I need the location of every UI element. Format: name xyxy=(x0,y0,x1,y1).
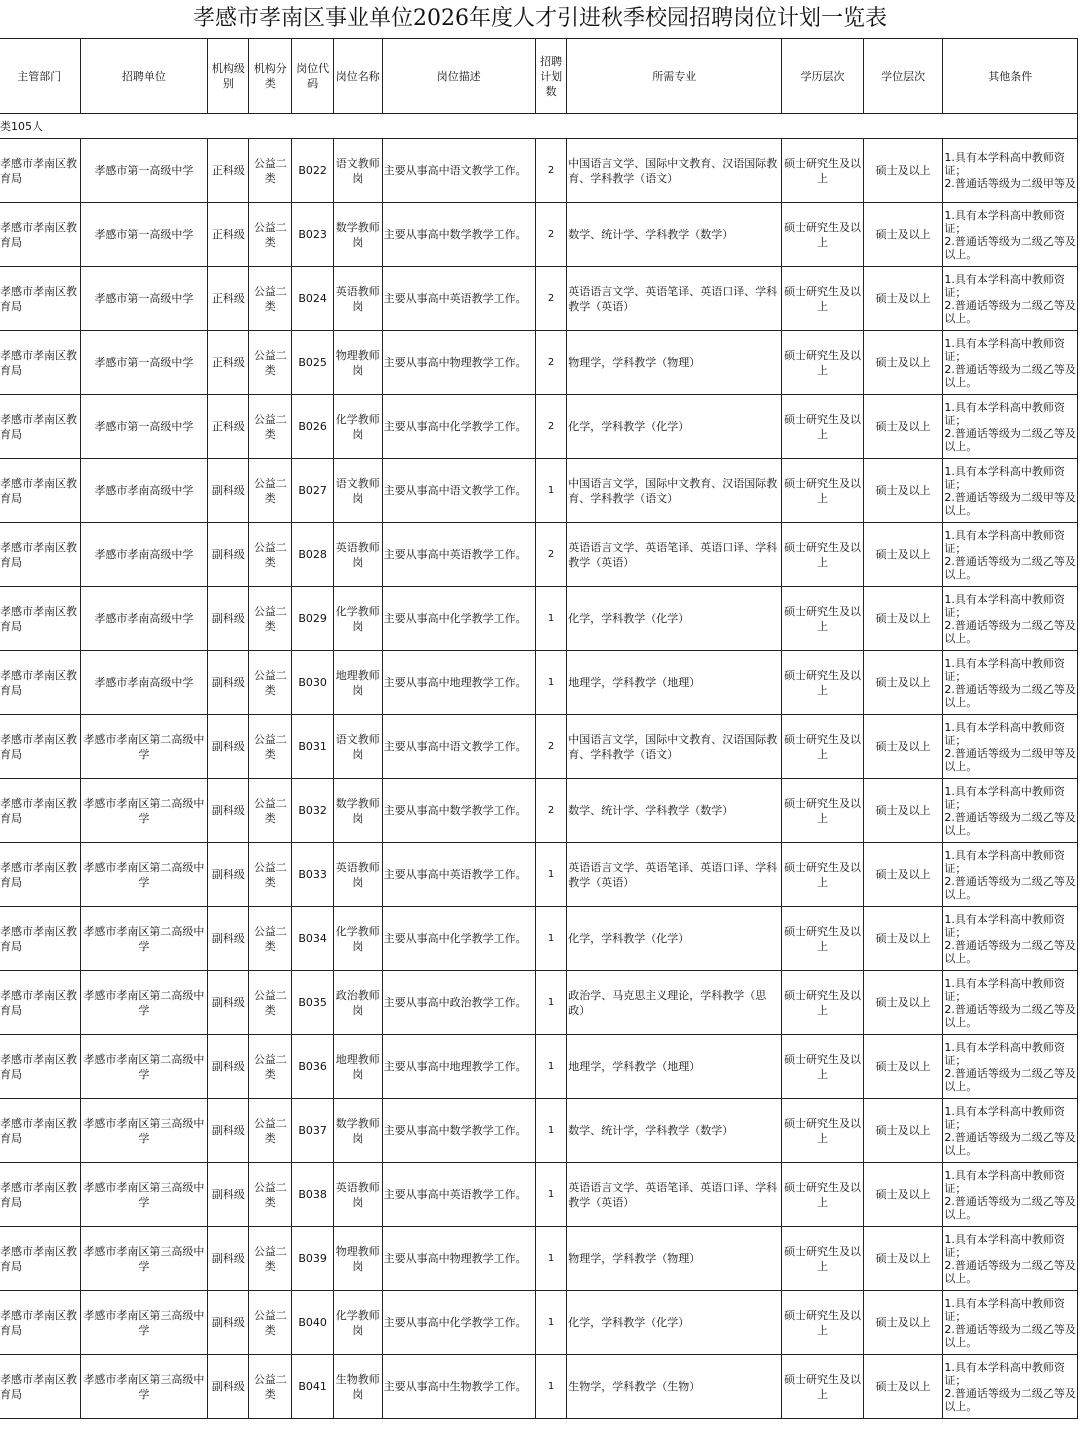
cell-edu: 硕士研究生及以上 xyxy=(782,779,864,843)
cell-post: 数学教师岗 xyxy=(333,203,382,267)
cell-degree: 硕士及以上 xyxy=(863,1035,943,1099)
cell-edu: 硕士研究生及以上 xyxy=(782,971,864,1035)
recruitment-table xyxy=(0,38,1078,1419)
cell-post: 数学教师岗 xyxy=(333,1099,382,1163)
cell-major: 英语语言文学、英语笔译、英语口译、学科教学（英语） xyxy=(567,523,782,587)
cell-degree: 硕士及以上 xyxy=(863,907,943,971)
cell-num: 1 xyxy=(535,1163,566,1227)
cell-dept: 孝感市孝南区教育局 xyxy=(0,971,80,1035)
table-row xyxy=(0,1035,1078,1099)
cell-major: 中国语言文学、国际中文教育、汉语国际教育、学科教学（语文） xyxy=(567,139,782,203)
header-post: 岗位名称 xyxy=(333,39,382,114)
cell-major: 英语语言文学、英语笔译、英语口译、学科教学（英语） xyxy=(567,1163,782,1227)
cell-level: 副科级 xyxy=(208,587,249,651)
cell-degree: 硕士及以上 xyxy=(863,1355,943,1419)
cell-unit: 孝感市孝南高级中学 xyxy=(80,459,208,523)
cell-desc: 主要从事高中化学教学工作。 xyxy=(382,907,535,971)
cell-class: 公益二类 xyxy=(249,1227,292,1291)
cell-dept: 孝感市孝南区教育局 xyxy=(0,1035,80,1099)
cell-major: 政治学、马克思主义理论，学科教学（思政） xyxy=(567,971,782,1035)
cell-major: 数学、统计学、学科教学（数学） xyxy=(567,203,782,267)
cell-cond: 1.具有本学科高中教师资 证； 2.普通话等级为二级乙等及 以上。 xyxy=(943,1227,1078,1291)
cell-degree: 硕士及以上 xyxy=(863,1099,943,1163)
cell-class: 公益二类 xyxy=(249,395,292,459)
cell-class: 公益二类 xyxy=(249,971,292,1035)
cell-post: 英语教师岗 xyxy=(333,523,382,587)
cell-dept: 孝感市孝南区教育局 xyxy=(0,587,80,651)
cell-cond: 1.具有本学科高中教师资 证； 2.普通话等级为二级乙等及 以上。 xyxy=(943,331,1078,395)
cell-post: 物理教师岗 xyxy=(333,1227,382,1291)
cell-unit: 孝感市第一高级中学 xyxy=(80,267,208,331)
cell-desc: 主要从事高中化学教学工作。 xyxy=(382,587,535,651)
cell-level: 正科级 xyxy=(208,139,249,203)
cell-cond: 1.具有本学科高中教师资 证； 2.普通话等级为二级乙等及 以上。 xyxy=(943,203,1078,267)
cell-unit: 孝感市孝南区第三高级中学 xyxy=(80,1099,208,1163)
cell-unit: 孝感市第一高级中学 xyxy=(80,139,208,203)
cell-code: B035 xyxy=(292,971,334,1035)
cell-code: B030 xyxy=(292,651,334,715)
header-degree: 学位层次 xyxy=(863,39,943,114)
cell-post: 化学教师岗 xyxy=(333,395,382,459)
header-row xyxy=(0,39,1078,114)
cell-unit: 孝感市第一高级中学 xyxy=(80,203,208,267)
cell-num: 2 xyxy=(535,395,566,459)
cell-code: B039 xyxy=(292,1227,334,1291)
cell-major: 英语语言文学、英语笔译、英语口译、学科教学（英语） xyxy=(567,843,782,907)
cell-edu: 硕士研究生及以上 xyxy=(782,843,864,907)
cell-dept: 孝感市孝南区教育局 xyxy=(0,523,80,587)
cell-edu: 硕士研究生及以上 xyxy=(782,267,864,331)
cell-num: 1 xyxy=(535,1035,566,1099)
cell-desc: 主要从事高中数学教学工作。 xyxy=(382,203,535,267)
cell-class: 公益二类 xyxy=(249,843,292,907)
cell-cond: 1.具有本学科高中教师资 证； 2.普通话等级为二级乙等及 以上。 xyxy=(943,779,1078,843)
cell-cond: 1.具有本学科高中教师资 证； 2.普通话等级为二级乙等及 以上。 xyxy=(943,1099,1078,1163)
cell-unit: 孝感市孝南区第三高级中学 xyxy=(80,1355,208,1419)
cell-desc: 主要从事高中数学教学工作。 xyxy=(382,779,535,843)
cell-level: 副科级 xyxy=(208,523,249,587)
header-level: 机构级别 xyxy=(208,39,249,114)
cell-major: 数学、统计学、学科教学（数学） xyxy=(567,779,782,843)
cell-cond: 1.具有本学科高中教师资 证； 2.普通话等级为二级乙等及 以上。 xyxy=(943,267,1078,331)
cell-class: 公益二类 xyxy=(249,331,292,395)
table-row xyxy=(0,587,1078,651)
cell-edu: 硕士研究生及以上 xyxy=(782,715,864,779)
cell-cond: 1.具有本学科高中教师资 证； 2.普通话等级为二级乙等及 以上。 xyxy=(943,1035,1078,1099)
cell-edu: 硕士研究生及以上 xyxy=(782,331,864,395)
cell-dept: 孝感市孝南区教育局 xyxy=(0,267,80,331)
cell-desc: 主要从事高中地理教学工作。 xyxy=(382,1035,535,1099)
cell-num: 1 xyxy=(535,907,566,971)
cell-cond: 1.具有本学科高中教师资 证； 2.普通话等级为二级甲等及 以上。 xyxy=(943,459,1078,523)
cell-degree: 硕士及以上 xyxy=(863,587,943,651)
cell-class: 公益二类 xyxy=(249,139,292,203)
cell-degree: 硕士及以上 xyxy=(863,1227,943,1291)
document-title: 孝感市孝南区事业单位2026年度人才引进秋季校园招聘岗位计划一览表 xyxy=(193,6,887,31)
cell-level: 副科级 xyxy=(208,1355,249,1419)
cell-desc: 主要从事高中化学教学工作。 xyxy=(382,1291,535,1355)
cell-level: 正科级 xyxy=(208,203,249,267)
cell-cond: 1.具有本学科高中教师资 证； 2.普通话等级为二级甲等及 以上。 xyxy=(943,715,1078,779)
table-row xyxy=(0,715,1078,779)
cell-unit: 孝感市孝南区第二高级中学 xyxy=(80,843,208,907)
cell-unit: 孝感市第一高级中学 xyxy=(80,331,208,395)
table-row xyxy=(0,907,1078,971)
table-row xyxy=(0,651,1078,715)
header-unit: 招聘单位 xyxy=(80,39,208,114)
cell-edu: 硕士研究生及以上 xyxy=(782,587,864,651)
cell-desc: 主要从事高中物理教学工作。 xyxy=(382,1227,535,1291)
cell-cond: 1.具有本学科高中教师资 证； 2.普通话等级为二级甲等及 xyxy=(943,139,1078,203)
cell-degree: 硕士及以上 xyxy=(863,139,943,203)
cell-unit: 孝感市孝南区第二高级中学 xyxy=(80,971,208,1035)
cell-cond: 1.具有本学科高中教师资 证； 2.普通话等级为二级乙等及 以上。 xyxy=(943,1355,1078,1419)
cell-class: 公益二类 xyxy=(249,715,292,779)
cell-num: 2 xyxy=(535,779,566,843)
cell-major: 化学，学科教学（化学） xyxy=(567,1291,782,1355)
cell-desc: 主要从事高中语文教学工作。 xyxy=(382,459,535,523)
cell-major: 化学，学科教学（化学） xyxy=(567,907,782,971)
cell-code: B028 xyxy=(292,523,334,587)
cell-degree: 硕士及以上 xyxy=(863,971,943,1035)
header-dept: 主管部门 xyxy=(0,39,80,114)
cell-desc: 主要从事高中英语教学工作。 xyxy=(382,1163,535,1227)
cell-class: 公益二类 xyxy=(249,203,292,267)
table-row xyxy=(0,843,1078,907)
cell-code: B023 xyxy=(292,203,334,267)
cell-desc: 主要从事高中数学教学工作。 xyxy=(382,1099,535,1163)
cell-num: 2 xyxy=(535,139,566,203)
header-edu: 学历层次 xyxy=(782,39,864,114)
cell-desc: 主要从事高中语文教学工作。 xyxy=(382,715,535,779)
cell-num: 1 xyxy=(535,587,566,651)
cell-major: 地理学，学科教学（地理） xyxy=(567,1035,782,1099)
table-row xyxy=(0,139,1078,203)
cell-major: 中国语言文学，国际中文教育、汉语国际教育、学科教学（语文） xyxy=(567,459,782,523)
cell-edu: 硕士研究生及以上 xyxy=(782,203,864,267)
cell-unit: 孝感市第一高级中学 xyxy=(80,395,208,459)
cell-dept: 孝感市孝南区教育局 xyxy=(0,843,80,907)
cell-edu: 硕士研究生及以上 xyxy=(782,395,864,459)
cell-unit: 孝感市孝南区第二高级中学 xyxy=(80,779,208,843)
table-row xyxy=(0,971,1078,1035)
cell-num: 2 xyxy=(535,331,566,395)
cell-cond: 1.具有本学科高中教师资 证； 2.普通话等级为二级乙等及 以上。 xyxy=(943,523,1078,587)
cell-desc: 主要从事高中化学教学工作。 xyxy=(382,395,535,459)
cell-edu: 硕士研究生及以上 xyxy=(782,459,864,523)
cell-cond: 1.具有本学科高中教师资 证； 2.普通话等级为二级乙等及 以上。 xyxy=(943,651,1078,715)
cell-level: 副科级 xyxy=(208,971,249,1035)
cell-unit: 孝感市孝南区第二高级中学 xyxy=(80,715,208,779)
cell-class: 公益二类 xyxy=(249,587,292,651)
cell-dept: 孝感市孝南区教育局 xyxy=(0,1227,80,1291)
cell-level: 副科级 xyxy=(208,1099,249,1163)
cell-cond: 1.具有本学科高中教师资 证； 2.普通话等级为二级乙等及 以上。 xyxy=(943,1163,1078,1227)
cell-code: B041 xyxy=(292,1355,334,1419)
cell-dept: 孝感市孝南区教育局 xyxy=(0,203,80,267)
cell-code: B027 xyxy=(292,459,334,523)
cell-code: B029 xyxy=(292,587,334,651)
header-class: 机构分类 xyxy=(249,39,292,114)
cell-dept: 孝感市孝南区教育局 xyxy=(0,395,80,459)
cell-post: 语文教师岗 xyxy=(333,715,382,779)
cell-num: 1 xyxy=(535,843,566,907)
cell-desc: 主要从事高中物理教学工作。 xyxy=(382,331,535,395)
cell-num: 1 xyxy=(535,971,566,1035)
table-row xyxy=(0,1355,1078,1419)
cell-num: 2 xyxy=(535,203,566,267)
cell-num: 1 xyxy=(535,1291,566,1355)
table-row xyxy=(0,779,1078,843)
cell-degree: 硕士及以上 xyxy=(863,523,943,587)
header-code: 岗位代码 xyxy=(292,39,334,114)
cell-desc: 主要从事高中英语教学工作。 xyxy=(382,523,535,587)
cell-class: 公益二类 xyxy=(249,779,292,843)
cell-major: 中国语言文学，国际中文教育、汉语国际教育、学科教学（语文） xyxy=(567,715,782,779)
cell-post: 数学教师岗 xyxy=(333,779,382,843)
cell-edu: 硕士研究生及以上 xyxy=(782,523,864,587)
cell-desc: 主要从事高中生物教学工作。 xyxy=(382,1355,535,1419)
cell-edu: 硕士研究生及以上 xyxy=(782,1163,864,1227)
cell-unit: 孝感市孝南高级中学 xyxy=(80,587,208,651)
cell-dept: 孝感市孝南区教育局 xyxy=(0,651,80,715)
cell-post: 英语教师岗 xyxy=(333,843,382,907)
cell-dept: 孝感市孝南区教育局 xyxy=(0,1099,80,1163)
cell-degree: 硕士及以上 xyxy=(863,395,943,459)
cell-num: 1 xyxy=(535,1227,566,1291)
cell-code: B032 xyxy=(292,779,334,843)
cell-level: 副科级 xyxy=(208,651,249,715)
cell-degree: 硕士及以上 xyxy=(863,843,943,907)
cell-edu: 硕士研究生及以上 xyxy=(782,1035,864,1099)
cell-cond: 1.具有本学科高中教师资 证； 2.普通话等级为二级乙等及 以上。 xyxy=(943,587,1078,651)
cell-dept: 孝感市孝南区教育局 xyxy=(0,779,80,843)
cell-dept: 孝感市孝南区教育局 xyxy=(0,331,80,395)
cell-num: 2 xyxy=(535,715,566,779)
cell-major: 地理学，学科教学（地理） xyxy=(567,651,782,715)
summary-text: 类105人 xyxy=(0,114,1078,139)
cell-desc: 主要从事高中地理教学工作。 xyxy=(382,651,535,715)
cell-unit: 孝感市孝南高级中学 xyxy=(80,651,208,715)
cell-post: 语文教师岗 xyxy=(333,139,382,203)
cell-dept: 孝感市孝南区教育局 xyxy=(0,1163,80,1227)
table-row xyxy=(0,459,1078,523)
header-desc: 岗位描述 xyxy=(382,39,535,114)
cell-edu: 硕士研究生及以上 xyxy=(782,1227,864,1291)
cell-degree: 硕士及以上 xyxy=(863,779,943,843)
cell-post: 英语教师岗 xyxy=(333,267,382,331)
cell-level: 副科级 xyxy=(208,1291,249,1355)
table-row xyxy=(0,395,1078,459)
cell-major: 数学、统计学，学科教学（数学） xyxy=(567,1099,782,1163)
cell-num: 1 xyxy=(535,1099,566,1163)
cell-major: 物理学，学科教学（物理） xyxy=(567,1227,782,1291)
table-row xyxy=(0,1291,1078,1355)
cell-level: 副科级 xyxy=(208,1227,249,1291)
cell-class: 公益二类 xyxy=(249,1291,292,1355)
cell-num: 1 xyxy=(535,651,566,715)
cell-level: 副科级 xyxy=(208,459,249,523)
cell-level: 副科级 xyxy=(208,907,249,971)
cell-class: 公益二类 xyxy=(249,1035,292,1099)
cell-dept: 孝感市孝南区教育局 xyxy=(0,715,80,779)
cell-level: 正科级 xyxy=(208,267,249,331)
header-num: 招聘计划数 xyxy=(535,39,566,114)
cell-level: 正科级 xyxy=(208,395,249,459)
cell-unit: 孝感市孝南区第二高级中学 xyxy=(80,907,208,971)
cell-code: B036 xyxy=(292,1035,334,1099)
table-row xyxy=(0,331,1078,395)
cell-dept: 孝感市孝南区教育局 xyxy=(0,139,80,203)
cell-post: 物理教师岗 xyxy=(333,331,382,395)
cell-edu: 硕士研究生及以上 xyxy=(782,139,864,203)
cell-degree: 硕士及以上 xyxy=(863,459,943,523)
cell-unit: 孝感市孝南区第三高级中学 xyxy=(80,1227,208,1291)
cell-major: 化学，学科教学（化学） xyxy=(567,587,782,651)
cell-dept: 孝感市孝南区教育局 xyxy=(0,1291,80,1355)
cell-num: 2 xyxy=(535,523,566,587)
cell-desc: 主要从事高中语文教学工作。 xyxy=(382,139,535,203)
cell-level: 副科级 xyxy=(208,843,249,907)
cell-edu: 硕士研究生及以上 xyxy=(782,651,864,715)
cell-code: B031 xyxy=(292,715,334,779)
cell-degree: 硕士及以上 xyxy=(863,715,943,779)
cell-post: 化学教师岗 xyxy=(333,587,382,651)
cell-desc: 主要从事高中英语教学工作。 xyxy=(382,843,535,907)
cell-dept: 孝感市孝南区教育局 xyxy=(0,459,80,523)
cell-major: 生物学，学科教学（生物） xyxy=(567,1355,782,1419)
header-major: 所需专业 xyxy=(567,39,782,114)
cell-major: 化学，学科教学（化学） xyxy=(567,395,782,459)
cell-class: 公益二类 xyxy=(249,267,292,331)
cell-class: 公益二类 xyxy=(249,523,292,587)
table-row xyxy=(0,523,1078,587)
cell-major: 英语语言文学、英语笔译、英语口译、学科教学（英语） xyxy=(567,267,782,331)
cell-degree: 硕士及以上 xyxy=(863,1291,943,1355)
cell-level: 副科级 xyxy=(208,715,249,779)
cell-class: 公益二类 xyxy=(249,1355,292,1419)
cell-code: B022 xyxy=(292,139,334,203)
cell-cond: 1.具有本学科高中教师资 证； 2.普通话等级为二级乙等及 以上。 xyxy=(943,1291,1078,1355)
table-row xyxy=(0,1227,1078,1291)
cell-cond: 1.具有本学科高中教师资 证； 2.普通话等级为二级乙等及 以上。 xyxy=(943,395,1078,459)
cell-class: 公益二类 xyxy=(249,907,292,971)
cell-desc: 主要从事高中政治教学工作。 xyxy=(382,971,535,1035)
cell-class: 公益二类 xyxy=(249,459,292,523)
cell-cond: 1.具有本学科高中教师资 证； 2.普通话等级为二级乙等及 以上。 xyxy=(943,907,1078,971)
header-cond: 其他条件 xyxy=(943,39,1078,114)
cell-code: B034 xyxy=(292,907,334,971)
cell-code: B037 xyxy=(292,1099,334,1163)
cell-degree: 硕士及以上 xyxy=(863,1163,943,1227)
summary-row xyxy=(0,114,1078,139)
table-row xyxy=(0,267,1078,331)
cell-cond: 1.具有本学科高中教师资 证； 2.普通话等级为二级乙等及 以上。 xyxy=(943,843,1078,907)
cell-level: 副科级 xyxy=(208,779,249,843)
cell-unit: 孝感市孝南区第三高级中学 xyxy=(80,1163,208,1227)
cell-degree: 硕士及以上 xyxy=(863,203,943,267)
cell-class: 公益二类 xyxy=(249,1163,292,1227)
cell-post: 地理教师岗 xyxy=(333,1035,382,1099)
cell-edu: 硕士研究生及以上 xyxy=(782,1355,864,1419)
cell-cond: 1.具有本学科高中教师资 证； 2.普通话等级为二级乙等及 以上。 xyxy=(943,971,1078,1035)
cell-unit: 孝感市孝南高级中学 xyxy=(80,523,208,587)
cell-level: 正科级 xyxy=(208,331,249,395)
cell-edu: 硕士研究生及以上 xyxy=(782,1099,864,1163)
cell-code: B026 xyxy=(292,395,334,459)
cell-major: 物理学，学科教学（物理） xyxy=(567,331,782,395)
cell-level: 副科级 xyxy=(208,1035,249,1099)
cell-post: 化学教师岗 xyxy=(333,907,382,971)
cell-dept: 孝感市孝南区教育局 xyxy=(0,1355,80,1419)
cell-degree: 硕士及以上 xyxy=(863,331,943,395)
cell-post: 语文教师岗 xyxy=(333,459,382,523)
cell-code: B025 xyxy=(292,331,334,395)
cell-code: B040 xyxy=(292,1291,334,1355)
cell-class: 公益二类 xyxy=(249,1099,292,1163)
table-row xyxy=(0,203,1078,267)
cell-post: 地理教师岗 xyxy=(333,651,382,715)
table-row xyxy=(0,1163,1078,1227)
cell-edu: 硕士研究生及以上 xyxy=(782,907,864,971)
cell-class: 公益二类 xyxy=(249,651,292,715)
cell-post: 生物教师岗 xyxy=(333,1355,382,1419)
cell-code: B038 xyxy=(292,1163,334,1227)
table-row xyxy=(0,1099,1078,1163)
cell-edu: 硕士研究生及以上 xyxy=(782,1291,864,1355)
cell-post: 化学教师岗 xyxy=(333,1291,382,1355)
cell-unit: 孝感市孝南区第三高级中学 xyxy=(80,1291,208,1355)
cell-dept: 孝感市孝南区教育局 xyxy=(0,907,80,971)
cell-code: B024 xyxy=(292,267,334,331)
cell-unit: 孝感市孝南区第二高级中学 xyxy=(80,1035,208,1099)
cell-num: 1 xyxy=(535,1355,566,1419)
cell-code: B033 xyxy=(292,843,334,907)
cell-degree: 硕士及以上 xyxy=(863,651,943,715)
cell-post: 英语教师岗 xyxy=(333,1163,382,1227)
cell-desc: 主要从事高中英语教学工作。 xyxy=(382,267,535,331)
cell-post: 政治教师岗 xyxy=(333,971,382,1035)
cell-level: 副科级 xyxy=(208,1163,249,1227)
cell-num: 2 xyxy=(535,267,566,331)
cell-degree: 硕士及以上 xyxy=(863,267,943,331)
cell-num: 1 xyxy=(535,459,566,523)
